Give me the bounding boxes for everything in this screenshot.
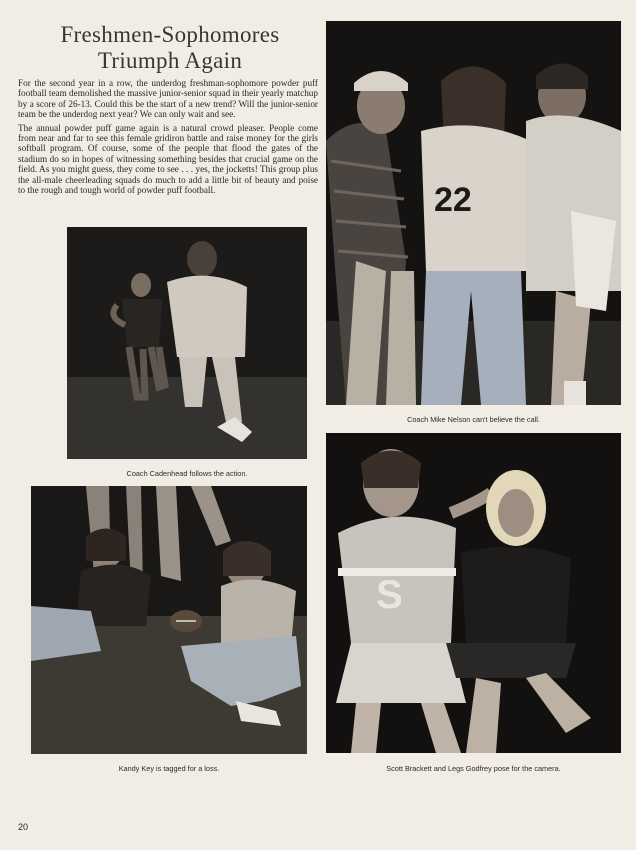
photo-coach-nelson-image <box>326 21 621 405</box>
jersey-number-text: 22 <box>434 181 472 219</box>
photo-kandy-key <box>31 486 307 754</box>
page-number: 20 <box>18 822 29 832</box>
caption-coach-nelson: Coach Mike Nelson can't believe the call. <box>407 415 540 424</box>
caption-kandy-key: Kandy Key is tagged for a loss. <box>118 764 220 773</box>
headline-line-1: Freshmen-Sophomores <box>60 22 280 47</box>
photo-coach-nelson <box>326 21 621 405</box>
photo-cheerleaders <box>326 433 621 753</box>
photo-coach-cadenhead <box>67 227 307 459</box>
page-headline <box>20 22 320 74</box>
article-body <box>18 78 318 198</box>
article-paragraph-2: The annual powder puff game again is a natural crowd pleaser. People come from near and far to see this female gridiron battle and raise money for the girls softball program. Of course, some of the people that flood the gates of the stadium do so in hopes of witnessing something besides that crucial game on the field. As you might guess, they come to see . . . yes, the jocketts! This group plus the all-male cheerleading squads do much to add a little bit of beauty and poise to the rough and tough world of powder puff football. <box>18 122 318 196</box>
headline-line-2: Triumph Again <box>97 48 243 73</box>
article-paragraph-1: For the second year in a row, the underdog freshman-sophomore powder puff football team demolished the massive junior-senior squad in their yearly matchup by a score of 26-13. Could this be the start of a new trend? Will the junior-senior team be the underdog next year? We can only wait and see. <box>18 78 318 120</box>
sweater-letter-text: S <box>376 573 403 617</box>
photo-kandy-key-image <box>31 486 307 754</box>
photo-cheerleaders-image <box>326 433 621 753</box>
caption-cheerleaders: Scott Brackett and Legs Godfrey pose for the camera. <box>386 764 561 773</box>
photo-coach-cadenhead-image <box>67 227 307 459</box>
caption-coach-cadenhead: Coach Cadenhead follows the action. <box>126 469 248 478</box>
